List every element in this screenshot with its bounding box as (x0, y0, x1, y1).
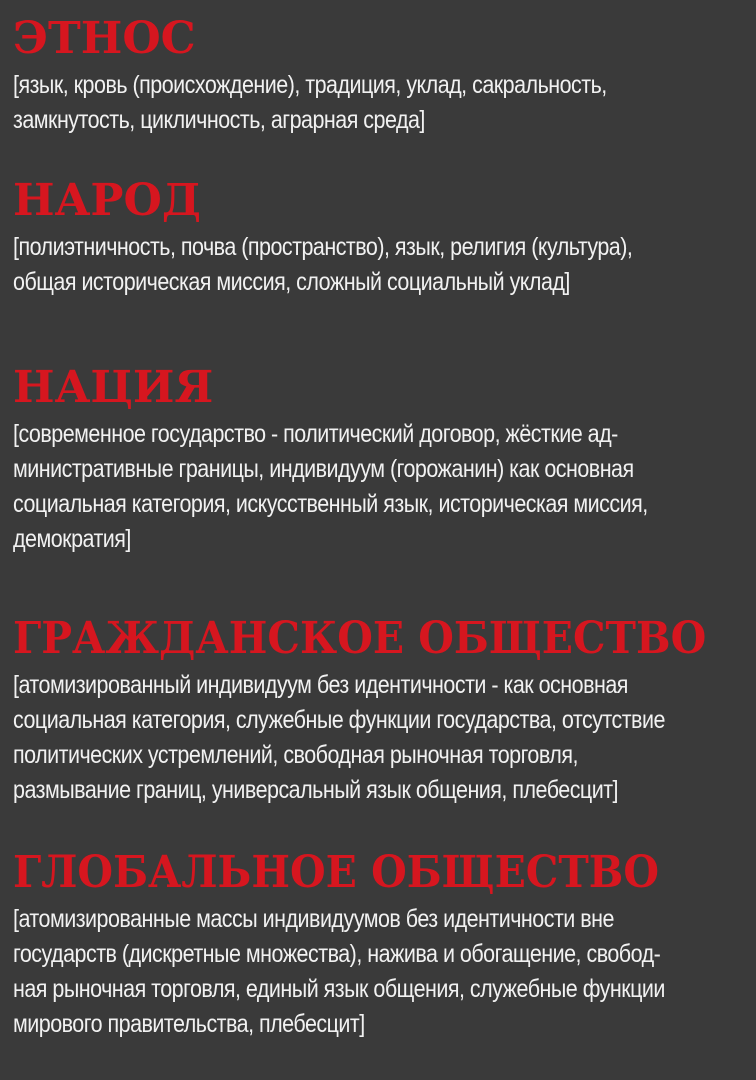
description-line: [современное государство - политический договор, жёсткие ад- (13, 420, 618, 448)
section-description (13, 230, 748, 300)
description-line: социальная категория, искусственный язык, историческая миссия, (13, 490, 648, 518)
section-title: ГРАЖДАНСКОЕ ОБЩЕСТВО (13, 613, 707, 664)
section-description (13, 68, 748, 138)
description-line: социальная категория, служебные функции государства, отсутствие (13, 706, 665, 734)
description-line: ная рыночная торговля, единый язык общения, служебные функции (13, 975, 665, 1003)
section-title: ГЛОБАЛЬНОЕ ОБЩЕСТВО (13, 847, 660, 898)
section-civil-society (13, 614, 748, 808)
section-description (13, 902, 748, 1042)
description-line: мирового правительства, плебесцит] (13, 1010, 365, 1038)
description-line: политических устремлений, свободная рыночная торговля, (13, 741, 578, 769)
description-line: размывание границ, универсальный язык общения, плебесцит] (13, 776, 619, 804)
description-line: [атомизированные массы индивидуумов без идентичности вне (13, 905, 614, 933)
section-description (13, 417, 748, 557)
description-line: государств (дискретные множества), нажива и обогащение, свобод- (13, 940, 661, 968)
description-line: общая историческая миссия, сложный социальный уклад] (13, 268, 570, 296)
description-line: [атомизированный индивидуум без идентичности - как основная (13, 671, 628, 699)
description-line: министративные границы, индивидуум (горожанин) как основная (13, 455, 634, 483)
section-global-society (13, 848, 748, 1042)
section-title: НАРОД (13, 175, 201, 226)
section-title: ЭТНОС (13, 13, 196, 64)
section-ethnos (13, 14, 748, 138)
description-line: [полиэтничность, почва (пространство), язык, религия (культура), (13, 233, 633, 261)
section-description (13, 668, 748, 808)
description-line: [язык, кровь (происхождение), традиция, уклад, сакральность, (13, 71, 607, 99)
description-line: демократия] (13, 525, 131, 553)
description-line: замкнутость, цикличность, аграрная среда] (13, 106, 425, 134)
section-title: НАЦИЯ (13, 362, 214, 413)
section-natsiya (13, 363, 748, 557)
section-narod (13, 176, 748, 300)
